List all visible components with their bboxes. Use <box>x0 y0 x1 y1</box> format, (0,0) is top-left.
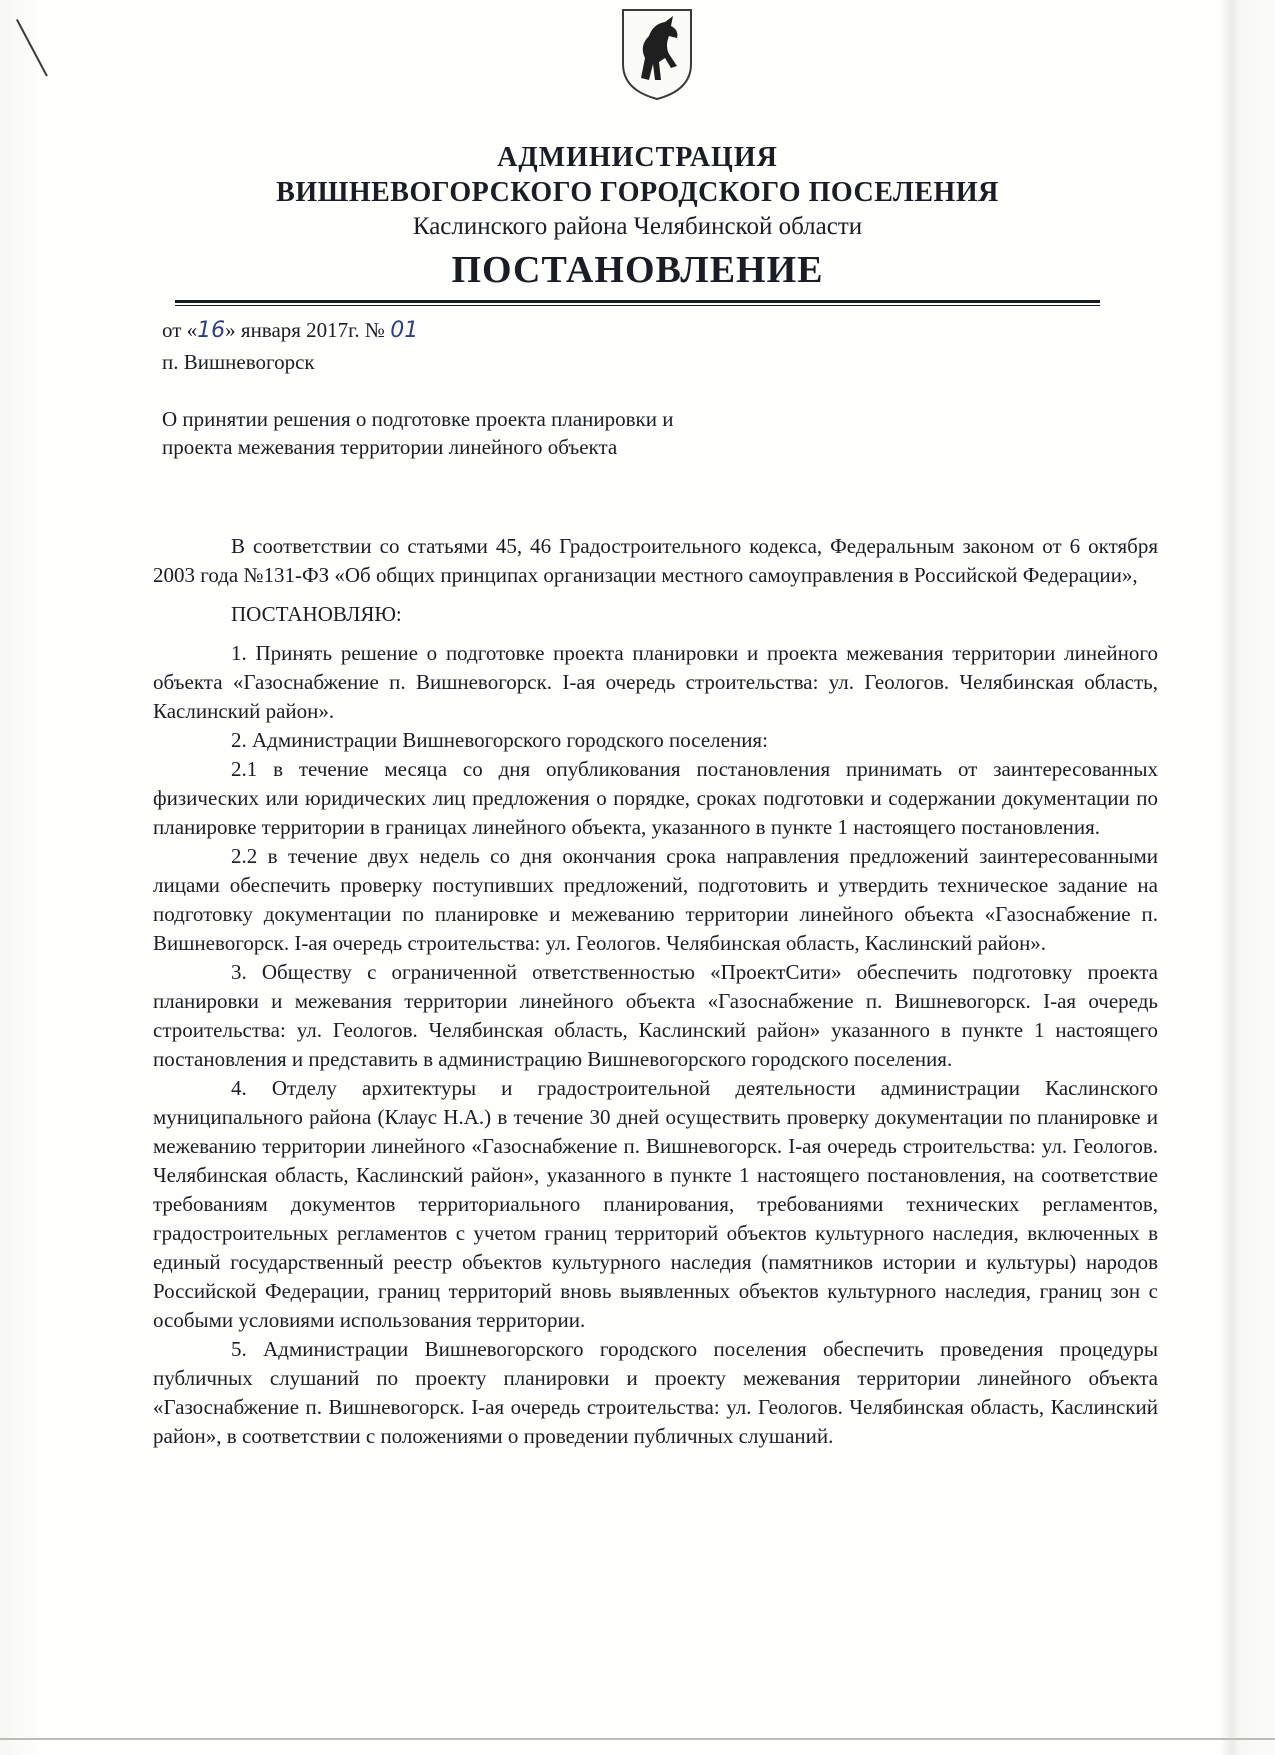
item-1: 1. Принять решение о подготовке проекта планировки и проекта межевания территории линейного объекта «Газоснабжение п. Вишневогорск. I-ая очередь строительства: ул. Геологов. Челябинская область, Каслинский район». <box>153 641 1158 723</box>
dateline: от «16» января 2017г. № 01 <box>162 318 419 343</box>
scan-mark <box>16 19 48 76</box>
subject: О принятии решения о подготовке проекта планировки и проекта межевания территории линейного объекта <box>162 407 674 459</box>
document-type: ПОСТАНОВЛЕНИЕ <box>451 249 824 291</box>
item-2-2: 2.2 в течение двух недель со дня окончания срока направления предложений заинтересованными лицами обеспечить проверку поступивших предложений, подготовить и утвердить техническое задание на подготовку документации по планировке и межеванию территории линейного объекта «Газоснабжение п. Вишневогорск. I-ая очередь строительства: ул. Геологов. Челябинская область, Каслинский район». <box>153 844 1158 955</box>
document-body <box>153 532 1158 1451</box>
coat-of-arms-icon <box>619 6 695 102</box>
item-5: 5. Администрации Вишневогорского городского поселения обеспечить проведения процедуры публичных слушаний по проекту планировки и проекту межевания территории линейного объекта «Газоснабжение п. Вишневогорск. I-ая очередь строительства: ул. Геологов. Челябинская область, Каслинский район», в соответствии с положениями о проведении публичных слушаний. <box>153 1337 1158 1448</box>
header-rule <box>175 300 1100 303</box>
page-edge <box>0 1738 1275 1740</box>
date-prefix: от <box>162 318 182 342</box>
place: п. Вишневогорск <box>162 350 315 374</box>
item-3: 3. Обществу с ограниченной ответственностью «ПроектСити» обеспечить подготовку проекта планировки и межевания территории линейного объекта «Газоснабжение п. Вишневогорск. I-ая очередь строительства: ул. Геологов. Челябинская область, Каслинский район» указанного в пункте 1 настоящего постановления и представить в администрацию Вишневогорского городского поселения. <box>153 960 1158 1071</box>
item-2-1: 2.1 в течение месяца со дня опубликования постановления принимать от заинтересованных физических или юридических лиц предложения о порядке, сроках подготовки и содержании документации по планировке территории в границах линейного объекта, указанного в пункте 1 настоящего постановления. <box>153 757 1158 839</box>
decree-word: ПОСТАНОВЛЯЮ: <box>231 602 402 626</box>
item-4: 4. Отделу архитектуры и градостроительной деятельности администрации Каслинского муниципального района (Клаус Н.А.) в течение 30 дней осуществить проверку документации по планировке и межеванию территории линейного «Газоснабжение п. Вишневогорск. I-ая очередь строительства: ул. Геологов. Челябинская область, Каслинский район», указанного в пункте 1 настоящего постановления, на соответствие требованиям документов территориального планирования, требованиями технических регламентов, градостроительных регламентов с учетом границ территорий объектов культурного наследия, включенных в единый государственный реестр объектов культурного наследия (памятников истории и культуры) народов Российской Федерации, границ территорий вновь выявленных объектов культурного наследия, границ зон с особыми условиями использования территории. <box>153 1076 1158 1332</box>
header-region: Каслинского района Челябинской области <box>412 213 863 240</box>
item-2: 2. Администрации Вишневогорского городского поселения: <box>231 728 768 752</box>
document-number: 01 <box>390 318 419 343</box>
date-day: 16 <box>197 318 226 343</box>
header-rule-thin <box>175 305 1100 306</box>
header-settlement: ВИШНЕВОГОРСКОГО ГОРОДСКОГО ПОСЕЛЕНИЯ <box>276 177 999 208</box>
date-month-year: января 2017г. <box>240 318 360 342</box>
header-admin: АДМИНИСТРАЦИЯ <box>497 142 778 173</box>
number-label: № <box>364 318 385 342</box>
preamble: В соответствии со статьями 45, 46 Градостроительного кодекса, Федеральным законом от 6 октября 2003 года №131-ФЗ «Об общих принципах организации местного самоуправления в Российской Федерации», <box>153 534 1158 587</box>
